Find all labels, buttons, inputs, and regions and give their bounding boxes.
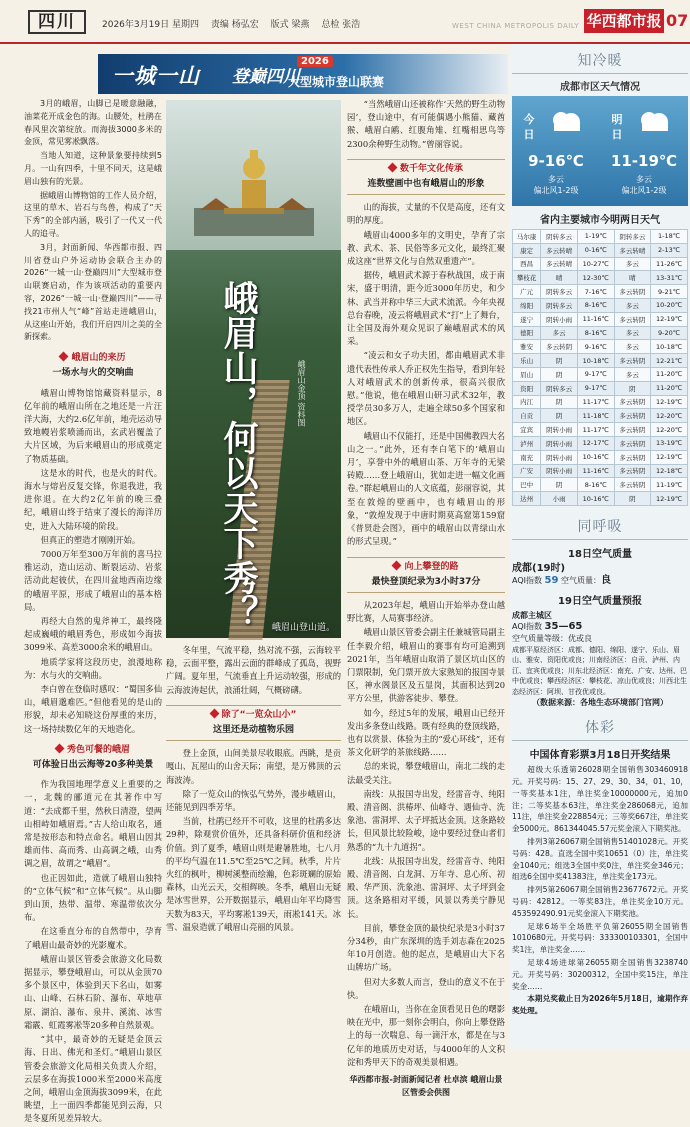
body-paragraph: 李白曾在登临时感叹：“蜀国多仙山，峨眉邈难匹。”但他看见的是山的形貌，却未必知晓这份厚重的来历，这一场持续数亿年的天地造化。	[24, 684, 162, 734]
city-weather-row	[513, 367, 688, 381]
body-paragraph: 在峨眉山，当你在金顶看见日色的曙影映在光中，那一刻你会明白，你向上攀登路上的每一次喘息、每一滴汗水，都是在与3亿年的地质历史对话，与4000年的人文积淀和秀甲天下的奇观美景相遇。	[347, 1004, 505, 1067]
body-paragraph: 峨眉山博物馆馆藏资料显示，8亿年前的峨眉山所在之地还是一片汪洋大海，大约2.6亿年前，地壳运动导致地幔岩浆喷涌而出，玄武岩覆盖了大片区域，为后来峨眉山的形成奠定了物质基础。	[24, 387, 162, 464]
city-weather-row	[513, 409, 688, 423]
city-weather-cell: 雅安	[513, 340, 541, 354]
city-weather-cell: 多云转阴	[614, 395, 651, 409]
city-weather-cell: 9-16℃	[577, 340, 614, 354]
city-weather-cell: 多云转阴	[614, 478, 651, 492]
city-weather-cell: 阴	[541, 367, 578, 381]
city-weather-cell: 8-16℃	[577, 326, 614, 340]
forecast-source: （数据来源：各地生态环境部门官网）	[532, 698, 668, 708]
body-paragraph: 但真正的塑造才刚刚开始。	[40, 534, 141, 545]
forecast-level: 空气质量等级：优或良	[512, 634, 592, 644]
page-number: 07	[666, 11, 689, 30]
photo-caption: 峨眉山登山道。	[271, 623, 335, 633]
city-weather-cell: 阴转多云	[541, 381, 578, 395]
city-weather-cell: 0-16℃	[577, 243, 614, 257]
body-paragraph: 登上金顶，山间美景尽收眼底。西眺，是贡嘎山、瓦屋山的山舍天际；南望，是万佛顶的云海波涛。	[166, 748, 341, 785]
body-paragraph: 峨眉山景区管委会副主任兼城管局副主任李毅介绍，峨眉山的赛事有均可追溯到2021年，当年峨眉山取消了景区坑山区的门票限制，免门票开放大家熟知的报国寺景区，神水阁景区及五显岗，其面积达到20平方公里，供游客徒步、攀登。	[347, 627, 505, 704]
weather-desc: 多云	[548, 175, 564, 184]
city-weather-cell: 9-21℃	[651, 285, 688, 299]
city-weather-cell: 11-20℃	[651, 367, 688, 381]
info-sidebar	[512, 46, 688, 1018]
weather-wind: 偏北风1-2级	[621, 186, 667, 195]
lottery-title: 中国体育彩票3月18日开奖结果	[529, 750, 671, 762]
city-weather-cell: 11-16℃	[577, 312, 614, 326]
masthead-logo: 华西都市报	[584, 9, 664, 33]
city-weather-cell: 阴	[541, 478, 578, 492]
aqi-label: AQI指数	[512, 575, 542, 585]
city-weather-cell: 西昌	[513, 257, 541, 271]
city-weather-cell: 12-17℃	[577, 436, 614, 450]
city-weather-row	[513, 340, 688, 354]
city-weather-row	[513, 257, 688, 271]
city-weather-cell: 多云	[614, 298, 651, 312]
city-weather-cell: 多云转晴	[541, 257, 578, 271]
body-paragraph: 如今，经过5年的发展，峨眉山已经开发出多条登山线路。既有经典的登顶线路，也有以赏景、体验为主的“爱心环线”，还有茶文化研学的茶旅线路……	[347, 707, 505, 758]
city-weather-cell: 12-20℃	[651, 409, 688, 423]
city-weather-cell: 9-20℃	[651, 326, 688, 340]
cities-weather-title: 省内主要城市今明两日天气	[540, 215, 660, 226]
city-weather-cell: 阴转多云	[541, 230, 578, 244]
body-paragraph: “凌云和女子功夫团，都由峨眉武术非遗代表性传承人乔正权先生指导，看到年轻人对峨眉武术的创新传承，很高兴很欣慰。”他说，他在峨眉山研习武术32年，教授学员30多万人，走遍全球50多个国家和地区。	[347, 350, 505, 427]
body-paragraph: 峨眉山不仅能打，还是中国佛教四大名山之一。”此外，还有李白笔下的‘峨眉山月’，享誉中外的峨眉山茶、万年寺的无梁砖殿……登上峨眉山，犹如走进一幅文化画卷。”群起峨眉山的人文底蕴，彭丽容说，其至在敦煌的壁画中，也有峨眉山的形象，“敦煌发现于中唐时期莫高窟第159窟《普贤赴会图》，画中的峨眉山以青绿山水的形式呈现。”	[347, 430, 505, 547]
proofreader: 总检 张浩	[321, 20, 361, 30]
city-weather-cell: 广元	[513, 285, 541, 299]
city-weather-cell: 多云转阴	[614, 436, 651, 450]
body-paragraph: 据传，峨眉武术源于春秋战国，成于南宋，盛于明清，距今近3000年历史，和少林、武当并称中华三大武术流派。今年央视总台春晚，凌云将峨眉武术“打”上了舞台，让全国及海外观众见识了巅峨眉武术的风采。	[347, 270, 505, 347]
city-weather-cell: 多云转阴	[541, 340, 578, 354]
body-paragraph: 但对大多数人而言，登山的意义不在于快。	[347, 976, 505, 1000]
weather-temp: 11-19℃	[610, 152, 678, 170]
city-weather-cell: 阴	[541, 395, 578, 409]
weather-temp: 9-16℃	[528, 152, 584, 170]
column-1	[24, 98, 162, 1127]
cloudy-icon	[546, 106, 586, 142]
lottery-paragraph: 排列5第26067期全国销售23677672元。开奖号码：42812。一等奖83注，单注奖金10万元。453592490.91元奖金滚入下期奖池。	[512, 885, 688, 918]
city-weather-row	[513, 285, 688, 299]
body-paragraph: 冬年里，气流平稳，热对流不强，云海较平稳，云面平整，露出云面的群峰成了孤岛，视野广阔。夏年里，气流垂直上升运动较强，形成的云海波涛起伏，浪涌壮阔，气概磅礴。	[166, 645, 341, 695]
city-weather-cell: 巴中	[513, 478, 541, 492]
body-paragraph: 山的海拔，丈量的不仅是高度，还有文明的厚度。	[347, 202, 505, 226]
city-weather-cell: 多云转阴	[614, 450, 651, 464]
weather-day-label: 今日	[523, 113, 535, 141]
byline: 华西都市报-封面新闻记者 杜卓滨 峨眉山景区管委会供图	[349, 1075, 503, 1098]
city-weather-cell: 10-18℃	[577, 354, 614, 368]
city-weather-row	[513, 230, 688, 244]
city-weather-cell: 阴转多云	[614, 230, 651, 244]
city-weather-cell: 宜宾	[513, 423, 541, 437]
body-paragraph: 北线：从报国寺出发，经雷音寺、纯阳殿、清音阁、白龙洞、万年寺、息心所、初殿、华严顶、洗象池、雷洞坪、太子坪到金顶。这条路相对平缓，风景以秀美宁静见长。	[347, 855, 505, 919]
city-weather-cell: 阴转小雨	[541, 423, 578, 437]
city-weather-row	[513, 354, 688, 368]
sidebar-title-weather: 知冷暖	[512, 46, 688, 74]
city-weather-cell: 阴转小雨	[541, 312, 578, 326]
header-meta	[102, 17, 369, 30]
section-heading-scenery: 秀色可餐的峨眉 可体验日出云海等20多种美景	[32, 744, 154, 771]
city-weather-row	[513, 492, 688, 506]
city-weather-cell: 多云转阴	[614, 464, 651, 478]
body-paragraph: 7000万年至300万年前的喜马拉雅运动，造山运动、断裂运动、岩浆活动此起彼伏，在四川盆地西南边缘的峨眉平原，形成了峨眉山的基本格局。	[24, 548, 162, 612]
weather-day-label: 明日	[611, 113, 623, 141]
city-weather-cell: 阴	[614, 381, 651, 395]
city-weather-row	[513, 326, 688, 340]
city-weather-cell: 阴转小雨	[541, 436, 578, 450]
city-weather-cell: 10-16℃	[577, 450, 614, 464]
aqi-title: 18日空气质量	[568, 548, 632, 560]
weather-today	[516, 96, 596, 206]
city-weather-cell: 阴	[541, 409, 578, 423]
city-weather-row	[513, 298, 688, 312]
city-weather-cell: 泸州	[513, 436, 541, 450]
city-weather-cell: 7-16℃	[577, 285, 614, 299]
city-weather-row	[513, 271, 688, 285]
city-weather-cell: 晴	[614, 271, 651, 285]
forecast-area: 成都主城区	[512, 610, 552, 620]
city-weather-cell: 多云	[541, 326, 578, 340]
city-weather-cell: 12-21℃	[651, 354, 688, 368]
city-weather-cell: 阴转多云	[541, 285, 578, 299]
city-weather-row	[513, 243, 688, 257]
city-weather-cell: 2-13℃	[651, 243, 688, 257]
banner-year-badge: 2026	[297, 56, 333, 67]
aqi-value: 59	[544, 574, 559, 586]
city-weather-cell: 多云	[614, 367, 651, 381]
city-weather-cell: 康定	[513, 243, 541, 257]
city-weather-cell: 多云转阴	[614, 354, 651, 368]
weather-wind: 偏北风1-2级	[533, 186, 579, 195]
city-weather-cell: 多云	[614, 340, 651, 354]
aqi-city: 成都(19时)	[512, 562, 566, 574]
body-paragraph: 作为我国地理学意义上重要的之一，北魏的郦道元在其著作中写道：“去成都千里，然秋日清澄，望两山相峙如峨眉焉。”古人给山取名，通常是按形态和特点命名。峨眉山因其雄而伟、高而秀、山高调之峨，山秀调之眉，故谓之“峨眉”。	[24, 779, 162, 869]
city-weather-cell: 11-18℃	[577, 409, 614, 423]
aqi-level-label: 空气质量：	[561, 575, 602, 585]
body-paragraph: 峨眉山景区管委会旅游文化局数据显示，攀登峨眉山，可以从金顶70多个景区中，体验到天下名山，如雾山、山峰、石林石阶、瀑布、草地草原、湖泊、瀑布、泉井、溪流、冰雪霜霰、虹霞雾凇等20多种自然景观。	[24, 953, 162, 1030]
body-paragraph: 从2023年起，峨眉山开始举办登山越野比赛，人局赛事经济。	[347, 599, 505, 624]
city-weather-cell: 多云转晴	[541, 243, 578, 257]
city-weather-cell: 马尔康	[513, 230, 541, 244]
diamond-icon	[392, 560, 402, 570]
banner-slogan-2: 登巅四川	[232, 67, 300, 87]
city-weather-cell: 10-18℃	[651, 340, 688, 354]
city-weather-cell: 12-18℃	[651, 464, 688, 478]
sidebar-title-lottery: 体彩	[512, 713, 688, 741]
section-heading-nature: 除了“一览众山小” 这里还是动植物乐园	[166, 705, 341, 741]
column-3	[347, 98, 505, 1100]
city-weather-row	[513, 450, 688, 464]
column-2	[166, 644, 341, 935]
city-weather-cell: 11-19℃	[651, 478, 688, 492]
golden-summit-illustration	[194, 146, 314, 236]
body-paragraph: 地质学家将这段历史，浪漫地称为：水与火的交响曲。	[24, 656, 162, 680]
city-weather-cell: 11-26℃	[651, 257, 688, 271]
city-weather-cell: 12-19℃	[651, 450, 688, 464]
weather-panel	[512, 96, 688, 206]
city-weather-cell: 广安	[513, 464, 541, 478]
city-weather-cell: 内江	[513, 395, 541, 409]
city-weather-cell: 11-16℃	[577, 464, 614, 478]
city-weather-cell: 绵阳	[513, 298, 541, 312]
body-paragraph: 除了一览众山的恢弘气势外，漫步峨眉山，还能见到四季芳华。	[166, 788, 341, 813]
aqi-today	[512, 563, 688, 587]
city-weather-cell: 1-19℃	[577, 230, 614, 244]
intro-text	[24, 98, 162, 344]
city-weather-row	[513, 464, 688, 478]
weather-desc: 多云	[636, 175, 652, 184]
body-paragraph: 当前，杜鹃已经开不可收，这里的杜鹃多达29种，除观赏价值外，还具备科研价值和经济价值。到了夏季，峨眉山则是避暑胜地，七八月的平均气温在11.5℃至25℃之间。秋季，片片火红的枫叶，柳树溪整而绘瀚，色彩斑斓的原始森林，山光云天，交相辉映。冬季，峨眉山无疑是冰雪世界，公开数据显示，峨眉山年平均降雪天数为83天，平均雾凇139天，雨凇141天。冰雪、温泉造就了峨眉山亮丽的风景。	[166, 816, 341, 932]
city-weather-cell: 小雨	[541, 492, 578, 506]
body-paragraph: “其中，最奇妙的无疑是金顶云海、日出、佛光和圣灯。”峨眉山景区管委会旅游文化局相关负责人介绍，云层多在海拔1000米至2000米高度之间，峨眉山金顶海拔3099米，在此眺望，上一面四季都能见到云海，只是冬夏所见差异较大。	[24, 1034, 162, 1124]
city-weather-cell: 12-19℃	[651, 312, 688, 326]
diamond-icon	[55, 743, 65, 753]
body-paragraph: 目前，攀登金顶的最快纪录是3小时37分34秒，由广东深圳的选手刘志森在2025年10月创造。他的起点，是峨眉山大下名山牌坊广场。	[347, 922, 505, 973]
city-weather-row	[513, 478, 688, 492]
body-paragraph: 在这垂直分布的自然带中，孕育了峨眉山最奇妙的光影魔术。	[24, 926, 162, 950]
intro-paragraph: 据峨眉山博物馆的工作人员介绍，这里的草木、岩石与鸟兽，构成了“天下秀”的全部内涵，吸引了一代又一代人的追寻。	[24, 190, 162, 238]
city-weather-cell: 多云转阴	[614, 423, 651, 437]
section-heading-culture: 数千年文化传承 连数壁画中也有峨眉山的形象	[347, 159, 505, 195]
city-weather-cell: 12-30℃	[577, 271, 614, 285]
aqi-forecast	[512, 610, 688, 710]
lottery-paragraph: 足球4场进球第26055期全国销售3238740元。开奖号码：30200312，全国中奖15注，单注奖金……	[512, 957, 688, 991]
body-paragraph: 也正因如此，造就了峨眉山独特的“立体气候”和“立体气候”。从山脚到山顶，热带、温带、寒温带依次分布。	[24, 872, 162, 923]
weather-title: 成都市区天气情况	[560, 82, 640, 93]
aqi-level: 良	[601, 574, 612, 586]
city-weather-cell: 10-20℃	[651, 298, 688, 312]
intro-paragraph: 当地人知道，这种景象要持续到5月。一山有四季，十里不同天，这是峨眉山独有的光景。	[24, 151, 162, 186]
section-label: 四川	[28, 10, 86, 34]
city-weather-cell: 多云	[614, 326, 651, 340]
city-weather-cell: 遂宁	[513, 312, 541, 326]
body-paragraph: 南线：从报国寺出发，经雷音寺、纯阳殿、清音阁、洪椿坪、仙峰寺、遇仙寺、洗象池、雷洞坪、太子坪抵达金顶。这条路较长，但风景比较险峻，途中要经过登山者们熟悉的“九十九道拐”。	[347, 788, 505, 852]
photo-vertical-caption: 峨眉山金顶 资料图	[297, 360, 306, 427]
city-weather-row	[513, 312, 688, 326]
page-header	[0, 0, 690, 44]
city-weather-cell: 达州	[513, 492, 541, 506]
designer: 版式 梁燕	[270, 20, 310, 30]
body-paragraph: “当然峨眉山还被称作‘天然的野生动物园’，登山途中，有可能偶遇小熊猫、藏酋猴、峨眉白鹇、红腹角雉、红嘴相思鸟等2300余种野生动物。”曾丽容说。	[347, 99, 505, 149]
banner-subtitle: 大型城市登山联赛	[288, 75, 385, 89]
city-weather-cell: 乐山	[513, 354, 541, 368]
city-weather-cell: 阴	[614, 492, 651, 506]
city-weather-row	[513, 436, 688, 450]
city-weather-cell: 9-17℃	[577, 381, 614, 395]
aqi-forecast-title: 19日空气质量预报	[558, 595, 642, 607]
issue-date: 2026年3月19日 星期四	[102, 20, 199, 30]
city-weather-cell: 13-31℃	[651, 271, 688, 285]
forecast-range-label: AQI指数	[512, 622, 542, 632]
city-weather-cell: 德阳	[513, 326, 541, 340]
city-weather-cell: 阴转多云	[541, 298, 578, 312]
body-paragraph: 峨眉山4000多年的文明史，孕育了宗教、武术、茶、民俗等多元文化，最终汇聚成这座“世界文化与自然双重遗产”。	[347, 229, 505, 267]
city-weather-cell: 多云转晴	[614, 243, 651, 257]
city-weather-cell: 阴	[541, 354, 578, 368]
city-weather-cell: 多云转阴	[614, 312, 651, 326]
body-paragraph: 总的来说，攀登峨眉山，南北二线的走法最受关注。	[347, 761, 505, 785]
forecast-advice: 成都平原经济区：成都、德阳、绵阳、遂宁、乐山、眉山、雅安、资阳优或良；川南经济区：自贡、泸州、内江、宜宾优或良；川东北经济区：南充、广安、达州、巴中优或良；攀西经济区：攀枝花、凉山优或良；川西北生态经济区：阿坝、甘孜优或良。	[512, 645, 687, 696]
hero-photo	[166, 100, 341, 638]
city-weather-cell: 11-17℃	[577, 423, 614, 437]
lottery-paragraph: 排列3第26067期全国销售51401028元。开奖号码：428。直选全国中奖10651（0）注，单注奖金1040元；组选3全国中奖0注，单注奖金346元；组选6全国中奖41383注，单注奖金173元。	[512, 837, 688, 882]
city-weather-cell: 10-27℃	[577, 257, 614, 271]
city-weather-cell: 8-16℃	[577, 298, 614, 312]
editor: 责编 杨弘宏	[210, 20, 259, 30]
banner-slogan-1: 一城一山	[112, 63, 200, 88]
body-paragraph: 这是水的时代，也是火的时代。海水与熔岩反复交锋，你退我进，我进你退。在大约2亿年前的晚三叠纪，峨眉山终于结束了漫长的海洋历史，进入大陆环境的阶段。	[24, 467, 162, 531]
lottery-paragraph: 本期兑奖截止日为2026年5月18日，逾期作弃奖处理。	[512, 994, 688, 1016]
city-weather-cell: 11-17℃	[577, 395, 614, 409]
city-weather-cell: 12-20℃	[651, 423, 688, 437]
lottery-results	[512, 764, 688, 1017]
city-weather-cell: 9-17℃	[577, 367, 614, 381]
city-weather-cell: 阴转小雨	[541, 464, 578, 478]
city-weather-row	[513, 423, 688, 437]
city-weather-row	[513, 395, 688, 409]
city-weather-cell: 多云转阴	[614, 285, 651, 299]
diamond-icon	[59, 352, 69, 362]
city-weather-cell: 多云转阴	[614, 409, 651, 423]
intro-paragraph: 3月，封面新闻、华西都市报、四川省登山户外运动协会联合主办的2026“一城一山·登巅四川”大型城市登山联赛启动，作为该项活动的重要内容，2026“一城一山·登巅四川”——寻找21市州人气“峰”首站走进峨眉山，从这座山开始，我们开启四川之美的全新探索。	[24, 242, 162, 342]
section-heading-climb: 向上攀登的路 最快登顶纪录为3小时37分	[347, 557, 505, 593]
city-weather-cell: 13-19℃	[651, 436, 688, 450]
city-weather-cell: 自贡	[513, 409, 541, 423]
city-weather-cell: 资阳	[513, 381, 541, 395]
city-weather-cell: 12-19℃	[651, 492, 688, 506]
body-paragraph: 再经大自然的鬼斧神工，最终隆起成巍峨的峨眉秀色，形成如今海拔3099米、高差3000余米的峨眉山。	[24, 616, 162, 653]
city-weather-cell: 多云	[614, 257, 651, 271]
city-weather-cell: 阴转小雨	[541, 450, 578, 464]
city-weather-cell: 8-16℃	[577, 478, 614, 492]
photo-headline: 峨眉山，何以天下秀？	[218, 280, 259, 630]
event-banner	[98, 54, 508, 94]
city-weather-cell: 10-16℃	[577, 492, 614, 506]
city-weather-cell: 攀枝花	[513, 271, 541, 285]
sidebar-title-air: 同呼吸	[512, 512, 688, 540]
city-weather-cell: 12-19℃	[651, 395, 688, 409]
section-heading-origin: 峨眉山的来历 一场水与火的交响曲	[52, 353, 134, 379]
diamond-icon	[388, 162, 398, 172]
intro-paragraph: 3月的峨眉，山脚已是暖意融融，油菜花开成金色的海。山腰处，杜鹃在春风里次第绽放。而海拔3000多米的金顶，常见雾凇飘落。	[24, 99, 162, 147]
forecast-range: 35—65	[544, 621, 583, 633]
masthead-english: WEST CHINA METROPOLIS DAILY	[452, 22, 580, 30]
cloudy-icon	[634, 106, 674, 142]
city-weather-row	[513, 381, 688, 395]
city-weather-cell: 11-20℃	[651, 381, 688, 395]
city-weather-cell: 眉山	[513, 367, 541, 381]
city-weather-cell: 1-18℃	[651, 230, 688, 244]
cities-weather-table	[512, 229, 688, 506]
city-weather-cell: 晴	[541, 271, 578, 285]
diamond-icon	[209, 708, 219, 718]
weather-tomorrow	[604, 96, 684, 206]
lottery-paragraph: 足球6场半全场胜平负第26055期全国销售1010680元。开奖号码：333300103301，全国中奖1注，单注奖金……	[512, 921, 688, 955]
city-weather-cell: 南充	[513, 450, 541, 464]
lottery-paragraph: 超级大乐透第26028期全国销售303460918元。开奖号码：15、27、29、30、34，01、10，一等奖基本1注，单注奖金10000000元，追加0注；二等奖基本63注，单注奖金286068元，追加11注，单注奖金228854元；三等奖667注，单注奖金5000元。861344045.57元奖金滚入下期奖池。	[512, 765, 688, 834]
